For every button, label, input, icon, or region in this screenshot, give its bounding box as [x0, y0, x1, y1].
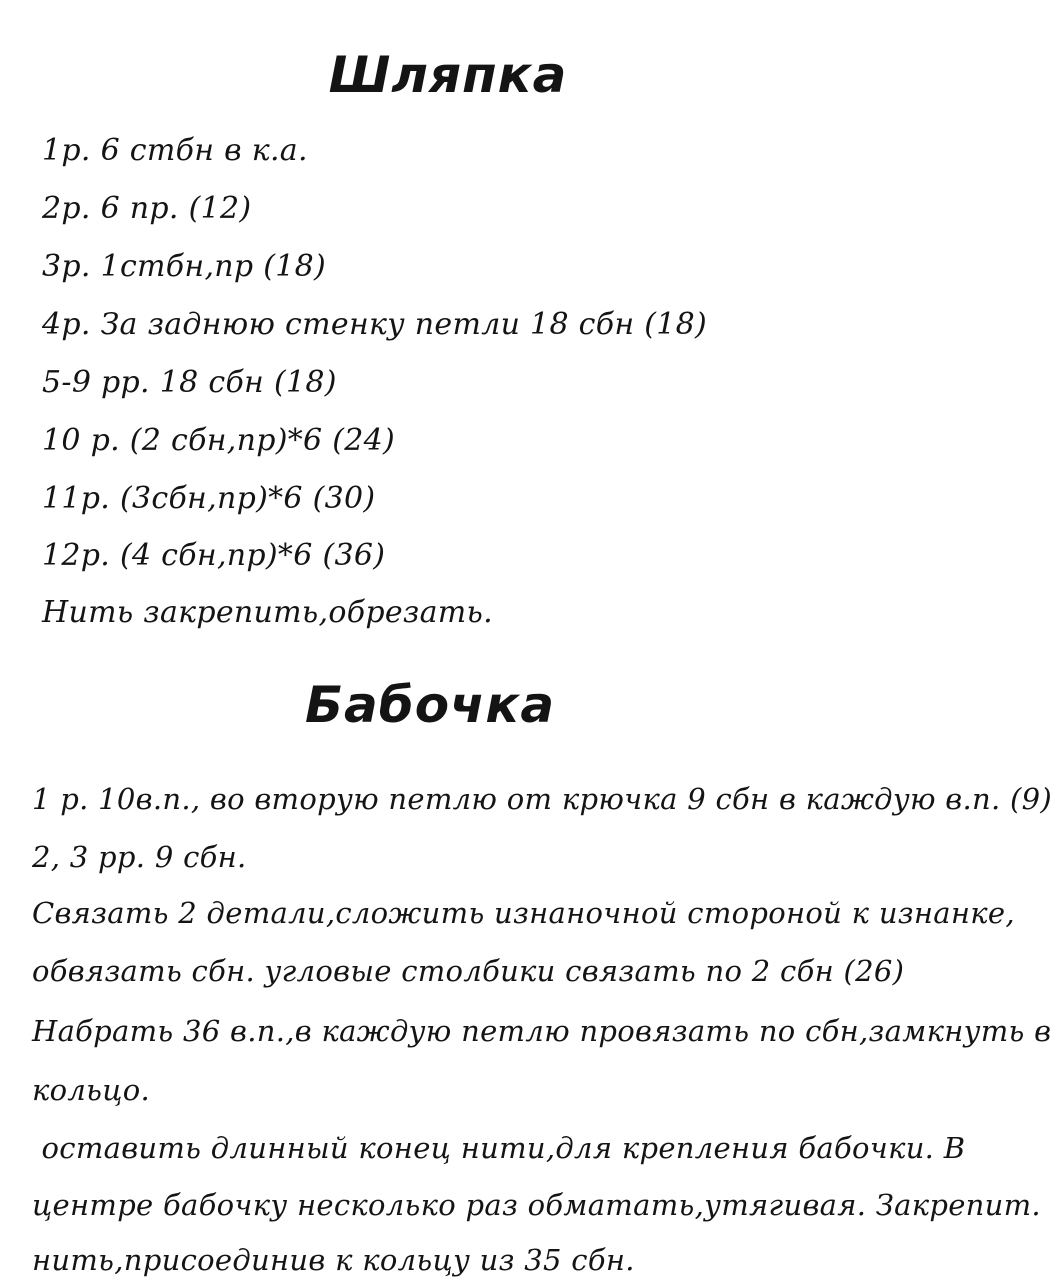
butterfly-line-8: центре бабочку несколько раз обматать,утягивая. Закрепит. — [32, 1188, 1041, 1222]
hat-row-1: 1р. 6 стбн в к.а. — [42, 133, 308, 168]
butterfly-line-4: обвязать сбн. угловые столбики связать по 2 сбн (26) — [32, 954, 905, 988]
butterfly-line-3: Связать 2 детали,сложить изнаночной стороной к изнанке, — [32, 896, 1015, 930]
butterfly-line-9: нить,присоединив к кольцу из 35 сбн. — [32, 1243, 635, 1277]
butterfly-line-5: Набрать 36 в.п.,в каждую петлю провязать по сбн,замкнуть в — [32, 1014, 1052, 1048]
hat-rows-5-9: 5-9 рр. 18 сбн (18) — [42, 365, 337, 400]
hat-row-3: 3р. 1стбн,пр (18) — [42, 249, 327, 284]
butterfly-line-7: оставить длинный конец нити,для крепления бабочки. В — [32, 1131, 966, 1165]
hat-finish-line: Нить закрепить,обрезать. — [42, 595, 493, 630]
hat-row-11: 11р. (3сбн,пр)*6 (30) — [42, 481, 376, 516]
hat-row-12: 12р. (4 сбн,пр)*6 (36) — [42, 538, 386, 573]
hat-heading: Шляпка — [328, 46, 568, 104]
hat-row-2: 2р. 6 пр. (12) — [42, 191, 252, 226]
butterfly-line-2: 2, 3 рр. 9 сбн. — [32, 840, 247, 874]
butterfly-line-6: кольцо. — [32, 1073, 151, 1107]
hat-row-4: 4р. За заднюю стенку петли 18 сбн (18) — [42, 307, 708, 342]
butterfly-heading: Бабочка — [304, 676, 556, 734]
butterfly-line-1: 1 р. 10в.п., во вторую петлю от крючка 9 сбн в каждую в.п. (9) — [32, 782, 1052, 816]
hat-row-10: 10 р. (2 сбн,пр)*6 (24) — [42, 423, 396, 458]
